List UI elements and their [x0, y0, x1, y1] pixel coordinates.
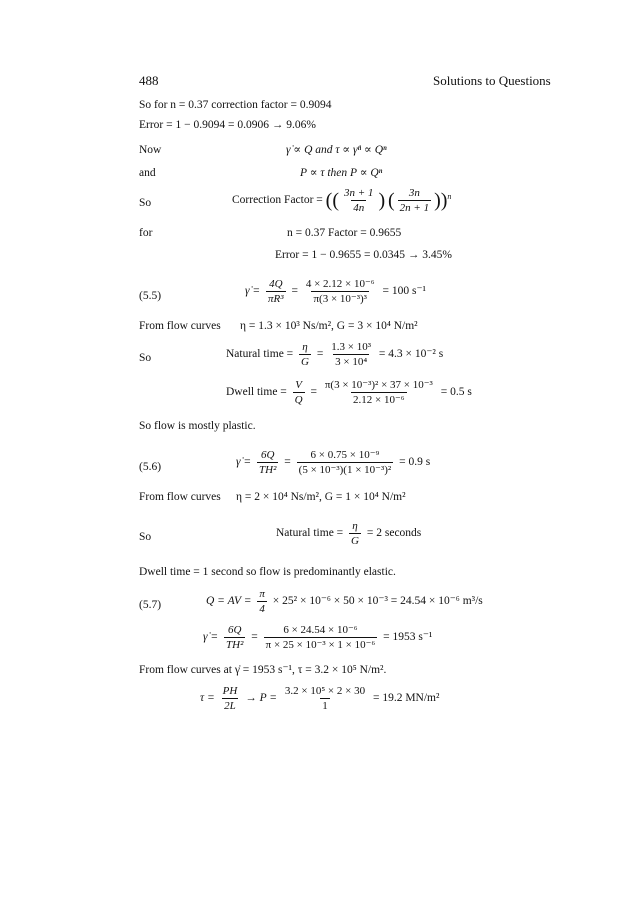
flow-curves-values-1: η = 1.3 × 10³ Ns/m², G = 3 × 10⁴ N/m² — [240, 320, 418, 332]
correction-factor-equation: Correction Factor = (( $\frac{3n + 1}{4n}$ ) ( $\frac{3n}{2n + 1}$ ))$^n$ — [232, 187, 452, 215]
shear-rate-equation-5-7: γ̇ = $\frac{6Q}{\text{TH²}}$ = $\frac{\text{6 × 24.54 × 10⁻⁶}}{\text{π × 25 × 10⁻³ × 1 × 10⁻⁶}}$ = 1953 s⁻¹ — [203, 624, 433, 652]
for-label: for — [139, 227, 153, 239]
running-title: Solutions to Questions — [433, 73, 551, 88]
cf-lhs: Correction Factor = — [232, 194, 323, 207]
cf-so-label: So — [139, 197, 152, 209]
natural-time-equation-2: Natural time = $\frac{\eta}{G}$ = 2 seconds — [276, 520, 422, 548]
shear-rate-equation-5-6: γ̇ = $\frac{6Q}{\text{TH²}}$ = $\frac{\text{6 × 0.75 × 10⁻⁹}}{\text{(5 × 10⁻³)(1 × 10⁻³)²}}$ = 0.9 s — [236, 449, 431, 477]
proportionality-equation: γ̇ ∝ Q and τ ∝ γ̇ⁿ ∝ Qⁿ — [286, 144, 387, 156]
eq-label-5-6: (5.6) — [139, 461, 162, 473]
now-label: Now — [139, 144, 162, 156]
eq-label-5-5: (5.5) — [139, 290, 162, 302]
flow-curves-label-2: From flow curves — [139, 491, 221, 503]
shear-stress-equation: τ = $\frac{PH}{2L}$ → P = $\frac{\text{3.2 × 10⁵ × 2 × 30}}{1}$ = 19.2 MN/m² — [200, 685, 440, 713]
pressure-proportionality: P ∝ τ then P ∝ Qⁿ — [300, 167, 383, 179]
cf-exponent: n — [447, 192, 452, 202]
nt1-so-label: So — [139, 352, 152, 364]
text-line-error-2: Error = 1 − 0.9655 = 0.0345 → 3.45% — [275, 249, 452, 261]
nt2-so-label: So — [139, 531, 152, 543]
flow-curves-values-2: η = 2 × 10⁴ Ns/m², G = 1 × 10⁴ N/m² — [236, 491, 406, 503]
page-number: 488 — [139, 73, 159, 88]
eq-label-5-7: (5.7) — [139, 599, 162, 611]
natural-time-equation-1: Natural time = $\frac{\eta}{G}$ = $\frac{\text{1.3 × 10³}}{\text{3 × 10⁴}}$ = 4.3 × 10⁻² s — [226, 341, 444, 369]
flow-curves-label-1: From flow curves — [139, 320, 221, 332]
shear-rate-equation-5-5: γ̇ = $\frac{4Q}{\text{πR³}}$ = $\frac{\text{4 × 2.12 × 10⁻⁶}}{\text{π(3 × 10⁻³)³}}$ = 100 s⁻¹ — [245, 278, 426, 306]
cf-fraction-1: $\frac{3n + 1}{4n}$ — [344, 187, 374, 215]
text-line-correction: So for n = 0.37 correction factor = 0.9094 — [139, 99, 332, 111]
flow-rate-equation: Q = AV = $\frac{\pi}{4}$ × 25² × 10⁻⁶ × 50 × 10⁻³ = 24.54 × 10⁻⁶ m³/s — [206, 588, 483, 616]
and-label: and — [139, 167, 156, 179]
text-line-error-1: Error = 1 − 0.9094 = 0.0906 → 9.06% — [139, 119, 316, 131]
dwell-time-equation: Dwell time = $\frac{V}{Q}$ = $\frac{\text{π(3 × 10⁻³)² × 37 × 10⁻³}}{\text{2.12 × 10⁻⁶}}$ = 0.5 s — [226, 379, 472, 407]
factor-value: n = 0.37 Factor = 0.9655 — [287, 227, 402, 239]
text-line-plastic: So flow is mostly plastic. — [139, 420, 256, 432]
flow-curves-line-3: From flow curves at γ̇ = 1953 s⁻¹, τ = 3.2 × 10⁵ N/m². — [139, 664, 387, 676]
cf-fraction-2: $\frac{3n}{2n + 1}$ — [399, 187, 430, 215]
text-line-elastic: Dwell time = 1 second so flow is predominantly elastic. — [139, 566, 396, 578]
